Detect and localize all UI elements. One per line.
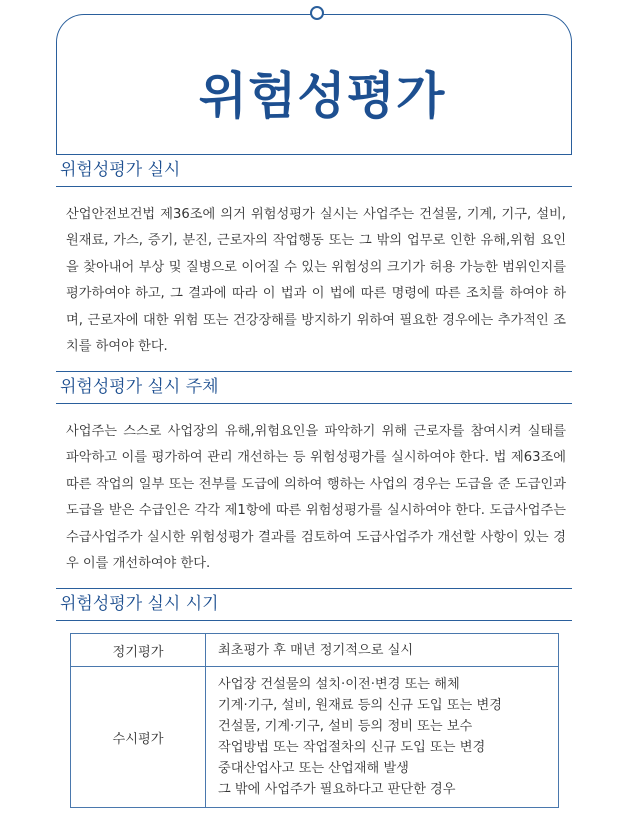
table-cell-description — [206, 667, 559, 808]
section-heading-implementation: 위험성평가 실시 — [56, 154, 572, 187]
timing-table — [70, 633, 559, 808]
table-row — [71, 634, 559, 667]
description-line: 중대산업사고 또는 산업재해 발생 — [218, 761, 409, 776]
description-line: 사업장 건설물의 설치·이전·변경 또는 해체 — [218, 677, 460, 692]
section-body-subject: 사업주는 스스로 사업장의 유해,위험요인을 파악하기 위해 근로자를 참여시켜 실태를 파악하고 이를 평가하여 관리 개선하는 등 위험성평가를 실시하여야 한다. 법 제63조에 따른 작업의 일부 또는 전부를 도급에 의하여 행하는 사업의 경우는 도급을 준 도급인과 도급을 받은 수급인은 각각 제1항에 따른 위험성평가를 실시하여야 한다. 도급사업주는 수급사업주가 실시한 위험성평가 결과를 검토하여 도급사업주가 개선할 사항이 있는 경우 이를 개선하여야 한다. — [66, 424, 566, 572]
page-title: 위험성평가 — [198, 67, 446, 125]
table-row — [71, 667, 559, 808]
description-line: 기계·기구, 설비, 원재료 등의 신규 도입 또는 변경 — [218, 698, 502, 713]
section-heading-timing: 위험성평가 실시 시기 — [56, 588, 572, 621]
description-line: 작업방법 또는 작업절차의 신규 도입 또는 변경 — [218, 740, 486, 755]
description-line: 건설물, 기계·기구, 설비 등의 정비 또는 보수 — [218, 719, 473, 734]
section-body-implementation: 산업안전보건법 제36조에 의거 위험성평가 실시는 사업주는 건설물, 기계, 기구, 설비, 원재료, 가스, 증기, 분진, 근로자의 작업행동 또는 그 밖의 업무로 인한 유해,위험 요인을 찾아내어 부상 및 질병으로 이어질 수 있는 위험성의 크기가 허용 가능한 범위인지를 평가하여야 하고, 그 결과에 따라 이 법과 이 법에 따른 명령에 따른 조치를 하여야 하며, 근로자에 대한 위험 또는 건강장해를 방지하기 위하여 필요한 경우에는 추가적인 조치를 하여야 한다. — [66, 207, 566, 355]
description-line: 최초평가 후 매년 정기적으로 실시 — [218, 642, 414, 658]
description-line: 그 밖에 사업주가 필요하다고 판단한 경우 — [218, 782, 456, 797]
table-cell-type: 수시평가 — [71, 667, 206, 808]
table-cell-type: 정기평가 — [71, 634, 206, 667]
section-heading-subject: 위험성평가 실시 주체 — [56, 371, 572, 404]
table-cell-description — [206, 634, 559, 667]
title-ring-icon — [310, 6, 324, 20]
